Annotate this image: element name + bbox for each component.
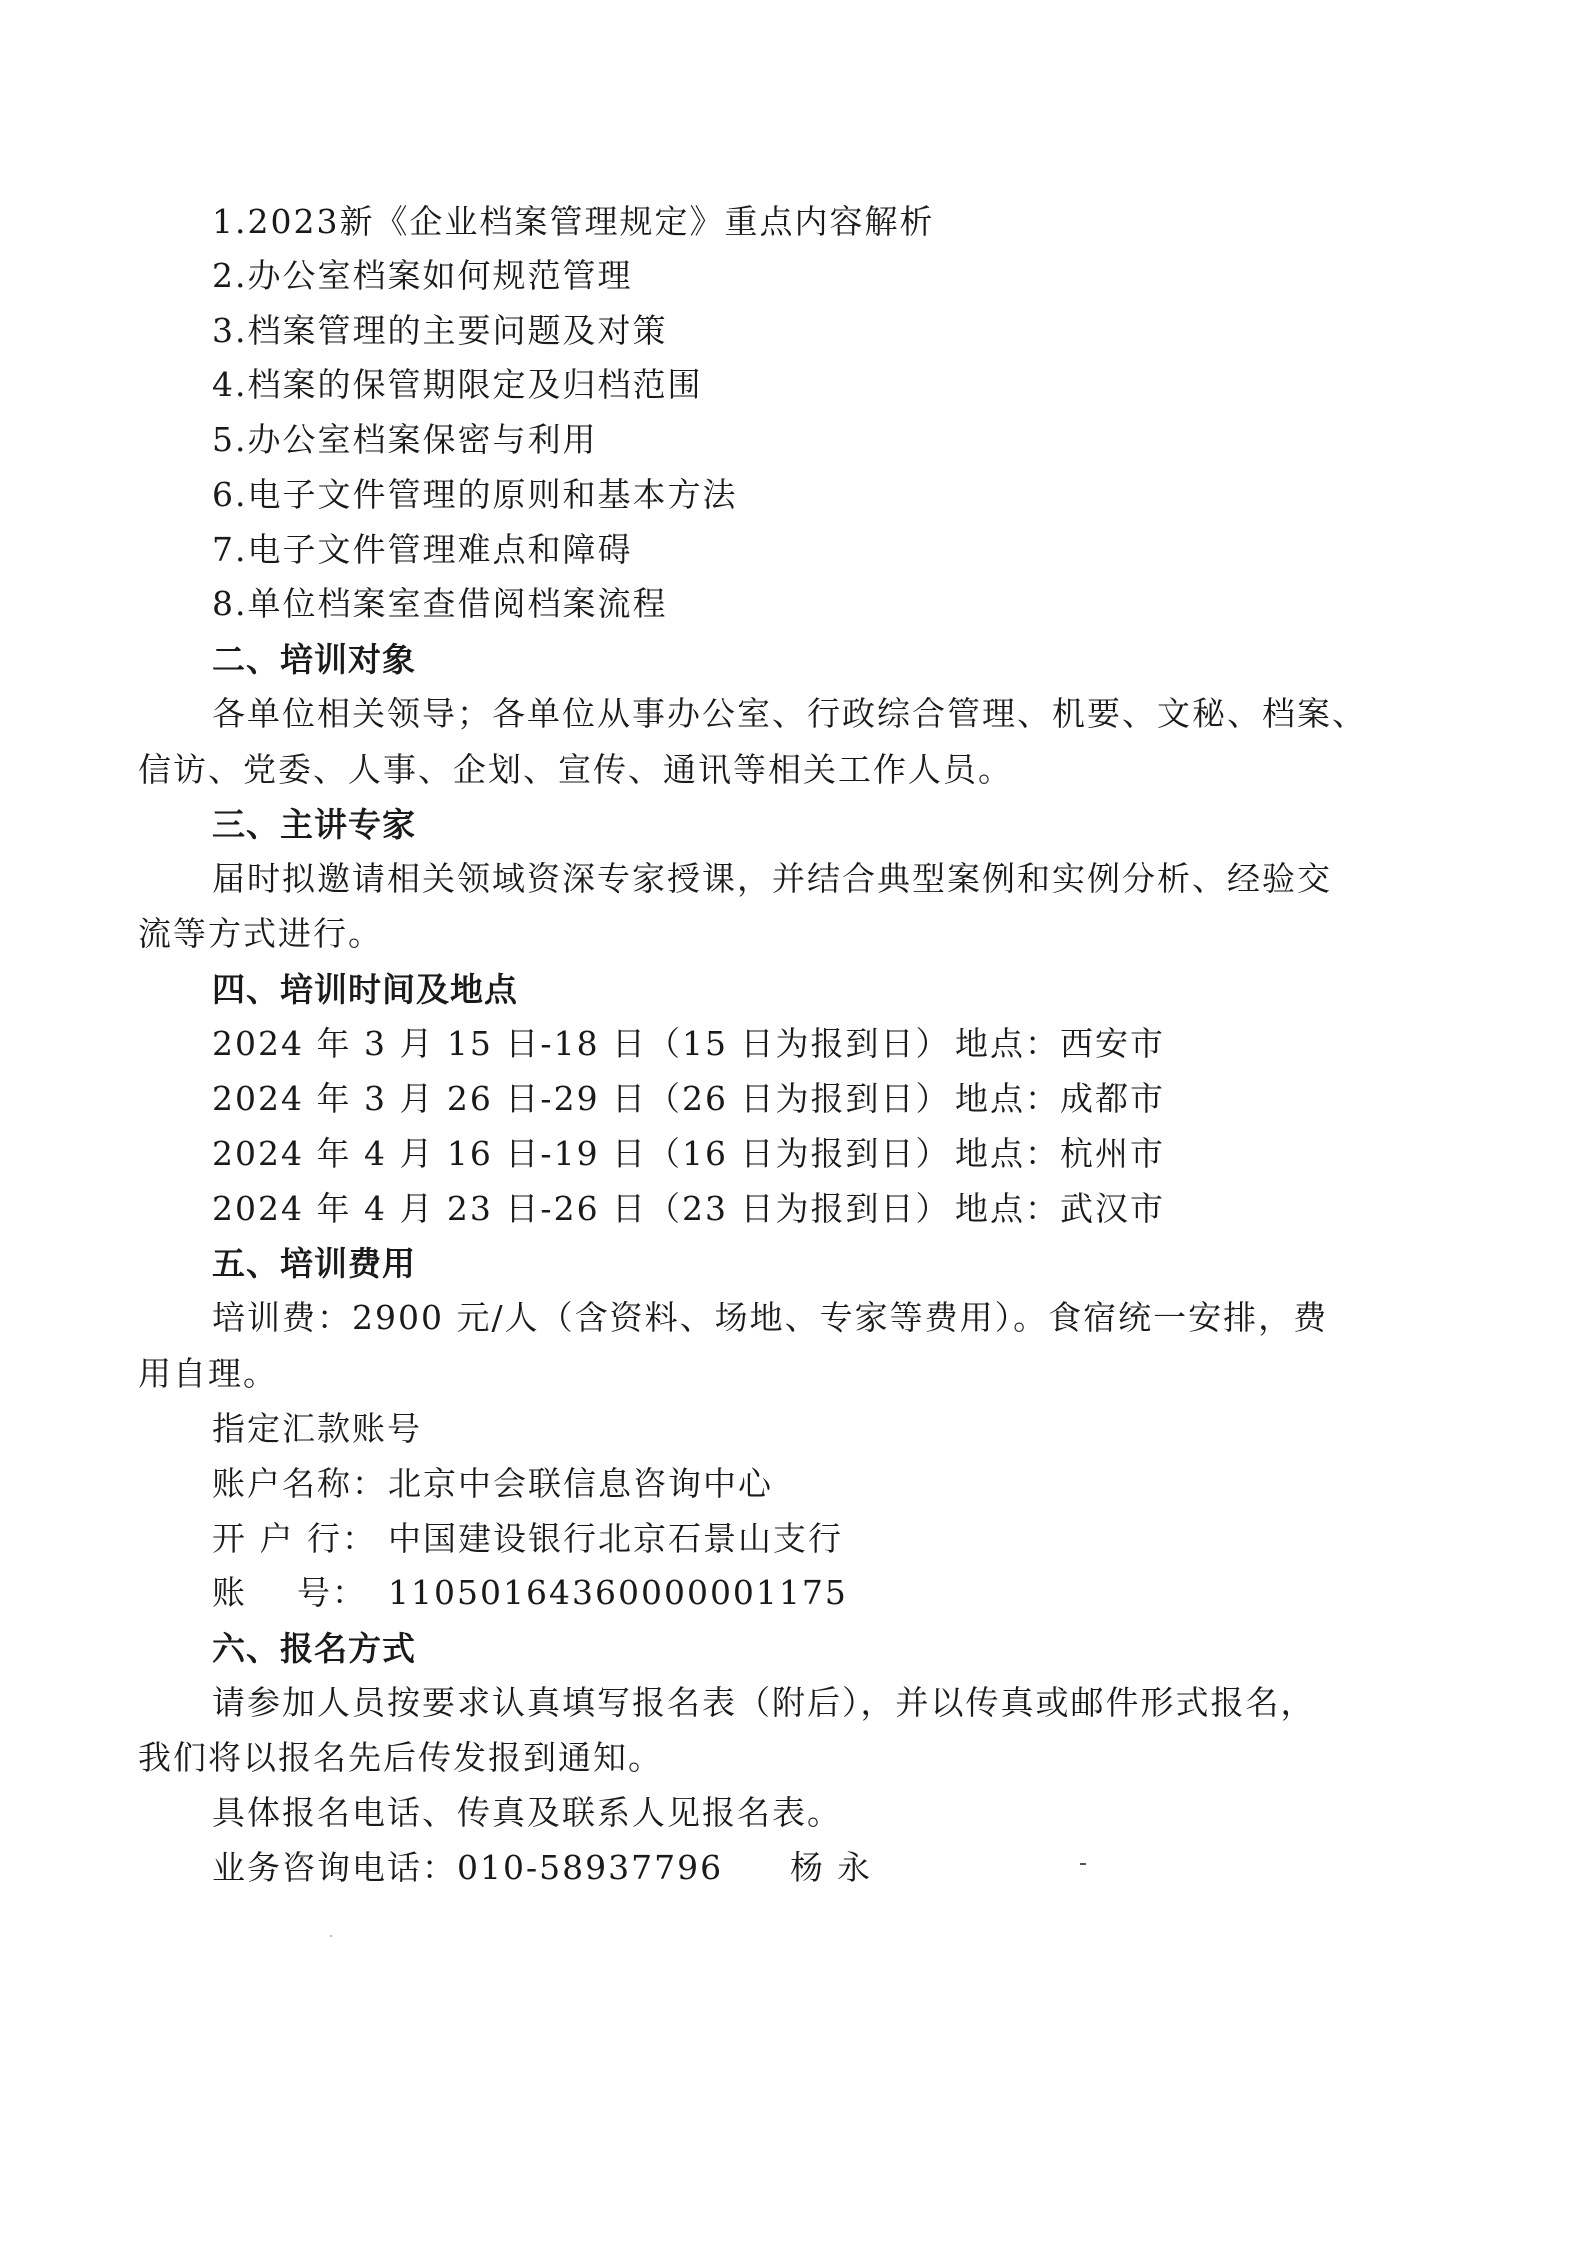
topic-item-6: 6.电子文件管理的原则和基本方法 (212, 475, 738, 514)
account-name-row (212, 1464, 773, 1504)
section-heading-fees: 五、培训费用 (212, 1244, 416, 1283)
account-number-row (212, 1573, 848, 1613)
session-date-1: 2024 年 3 月 15 日-18 日（15 日为报到日） (212, 1024, 951, 1063)
topic-item-2: 2.办公室档案如何规范管理 (212, 256, 633, 295)
session-location-4: 地点：武汉市 (955, 1189, 1165, 1228)
session-location-2: 地点：成都市 (955, 1079, 1165, 1118)
account-name-label: 账户名称： (212, 1464, 387, 1503)
fee-text-line-1: 培训费：2900 元/人（含资料、场地、专家等费用）。食宿统一安排，费 (212, 1298, 1329, 1337)
session-location-1: 地点：西安市 (955, 1024, 1165, 1063)
bank-value: 中国建设银行北京石景山支行 (388, 1519, 843, 1558)
consult-phone: 业务咨询电话：010-58937796 (212, 1848, 724, 1887)
session-date-3: 2024 年 4 月 16 日-19 日（16 日为报到日） (212, 1134, 951, 1173)
registration-text-line-1: 请参加人员按要求认真填写报名表（附后），并以传真或邮件形式报名， (212, 1683, 1316, 1722)
session-date-4: 2024 年 4 月 23 日-26 日（23 日为报到日） (212, 1189, 951, 1228)
topic-item-8: 8.单位档案室查借阅档案流程 (212, 584, 668, 623)
section-heading-registration: 六、报名方式 (212, 1629, 416, 1668)
trainees-text-line-2: 信访、党委、人事、企划、宣传、通讯等相关工作人员。 (138, 750, 1013, 789)
trainees-text-line-1: 各单位相关领导；各单位从事办公室、行政综合管理、机要、文秘、档案、 (212, 694, 1367, 733)
registration-text-line-2: 我们将以报名先后传发报到通知。 (138, 1738, 663, 1777)
experts-text-line-2: 流等方式进行。 (138, 914, 383, 953)
account-title: 指定汇款账号 (212, 1409, 422, 1448)
scan-speck (1080, 1863, 1086, 1865)
account-number-value: 11050164360000001175 (388, 1573, 848, 1612)
session-date-2: 2024 年 3 月 26 日-29 日（26 日为报到日） (212, 1079, 951, 1118)
account-number-label: 账 号： (212, 1573, 367, 1612)
fee-text-line-2: 用自理。 (138, 1354, 278, 1393)
section-heading-experts: 三、主讲专家 (212, 805, 416, 844)
topic-item-1: 1.2023新《企业档案管理规定》重点内容解析 (212, 202, 935, 241)
topic-item-7: 7.电子文件管理难点和障碍 (212, 530, 633, 569)
experts-text-line-1: 届时拟邀请相关领域资深专家授课，并结合典型案例和实例分析、经验交 (212, 859, 1332, 898)
section-heading-trainees: 二、培训对象 (212, 640, 416, 679)
bank-label: 开 户 行： (212, 1519, 377, 1558)
scan-speck (330, 1935, 332, 1937)
session-location-3: 地点：杭州市 (955, 1134, 1165, 1173)
contact-person: 杨永 (790, 1848, 884, 1887)
bank-row (212, 1519, 843, 1559)
registration-text-line-3: 具体报名电话、传真及联系人见报名表。 (212, 1793, 842, 1832)
topic-item-5: 5.办公室档案保密与利用 (212, 420, 598, 459)
topic-item-3: 3.档案管理的主要问题及对策 (212, 311, 668, 350)
account-name-value: 北京中会联信息咨询中心 (388, 1464, 773, 1503)
topic-item-4: 4.档案的保管期限定及归档范围 (212, 365, 703, 404)
section-heading-time-location: 四、培训时间及地点 (212, 970, 518, 1009)
